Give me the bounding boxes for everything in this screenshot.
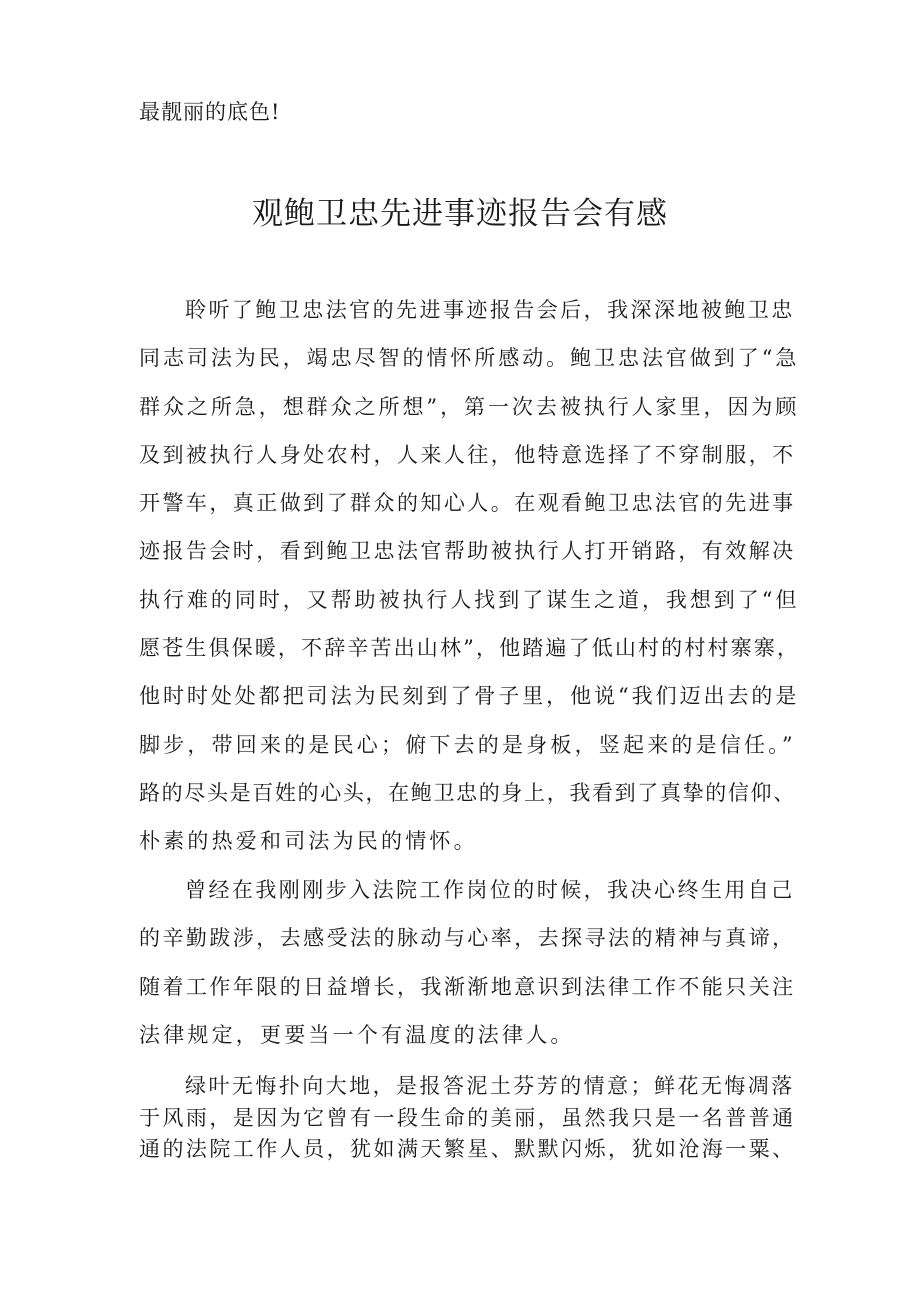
paragraph-line: 执行难的同时，又帮助被执行人找到了谋生之道，我想到了“但 xyxy=(139,587,800,612)
paragraph-line: 脚步，带回来的是民心；俯下去的是身板，竖起来的是信任。” xyxy=(139,732,796,757)
carry-over-line: 最靓丽的底色! xyxy=(139,100,281,124)
paragraph-line: 他时时处处都把司法为民刻到了骨子里，他说“我们迈出去的是 xyxy=(139,684,800,709)
paragraph-1 xyxy=(139,286,799,866)
paragraph-line: 同志司法为民，竭忠尽智的情怀所感动。鲍卫忠法官做到了“急 xyxy=(139,346,800,371)
paragraph-line: 迹报告会时，看到鲍卫忠法官帮助被执行人打开销路，有效解决 xyxy=(139,539,796,564)
paragraph-line: 朴素的热爱和司法为民的情怀。 xyxy=(139,829,478,854)
paragraph-2 xyxy=(139,866,799,1059)
paragraph-line: 通的法院工作人员，犹如满天繁星、默默闪烁，犹如沧海一粟、 xyxy=(139,1137,796,1161)
page-title: 观鲍卫忠先进事迹报告会有感 xyxy=(252,196,668,232)
paragraph-line: 开警车，真正做到了群众的知心人。在观看鲍卫忠法官的先进事 xyxy=(139,491,796,516)
paragraph-line: 及到被执行人身处农村，人来人往，他特意选择了不穿制服，不 xyxy=(139,442,796,467)
paragraph-3 xyxy=(139,1071,799,1166)
paragraph-line: 愿苍生俱保暖，不辞辛苦出山林”，他踏遍了低山村的村村寨寨， xyxy=(139,636,801,661)
paragraph-line: 随着工作年限的日益增长，我渐渐地意识到法律工作不能只关注 xyxy=(139,974,796,999)
paragraph-line: 路的尽头是百姓的心头，在鲍卫忠的身上，我看到了真挚的信仰、 xyxy=(139,780,796,805)
paragraph-line: 于风雨，是因为它曾有一段生命的美丽，虽然我只是一名普普通 xyxy=(139,1105,796,1130)
paragraph-line: 法律规定，更要当一个有温度的法律人。 xyxy=(139,1022,575,1047)
paragraph-line: 群众之所急，想群众之所想”，第一次去被执行人家里，因为顾 xyxy=(139,394,800,419)
paragraph-line: 曾经在我刚刚步入法院工作岗位的时候，我决心终生用自己 xyxy=(185,878,795,902)
paragraph-line: 绿叶无悔扑向大地，是报答泥土芬芳的情意；鲜花无悔凋落 xyxy=(185,1074,795,1098)
paragraph-line: 聆听了鲍卫忠法官的先进事迹报告会后，我深深地被鲍卫忠 xyxy=(185,298,795,322)
paragraph-line: 的辛勤跋涉，去感受法的脉动与心率，去探寻法的精神与真谛， xyxy=(139,926,796,951)
